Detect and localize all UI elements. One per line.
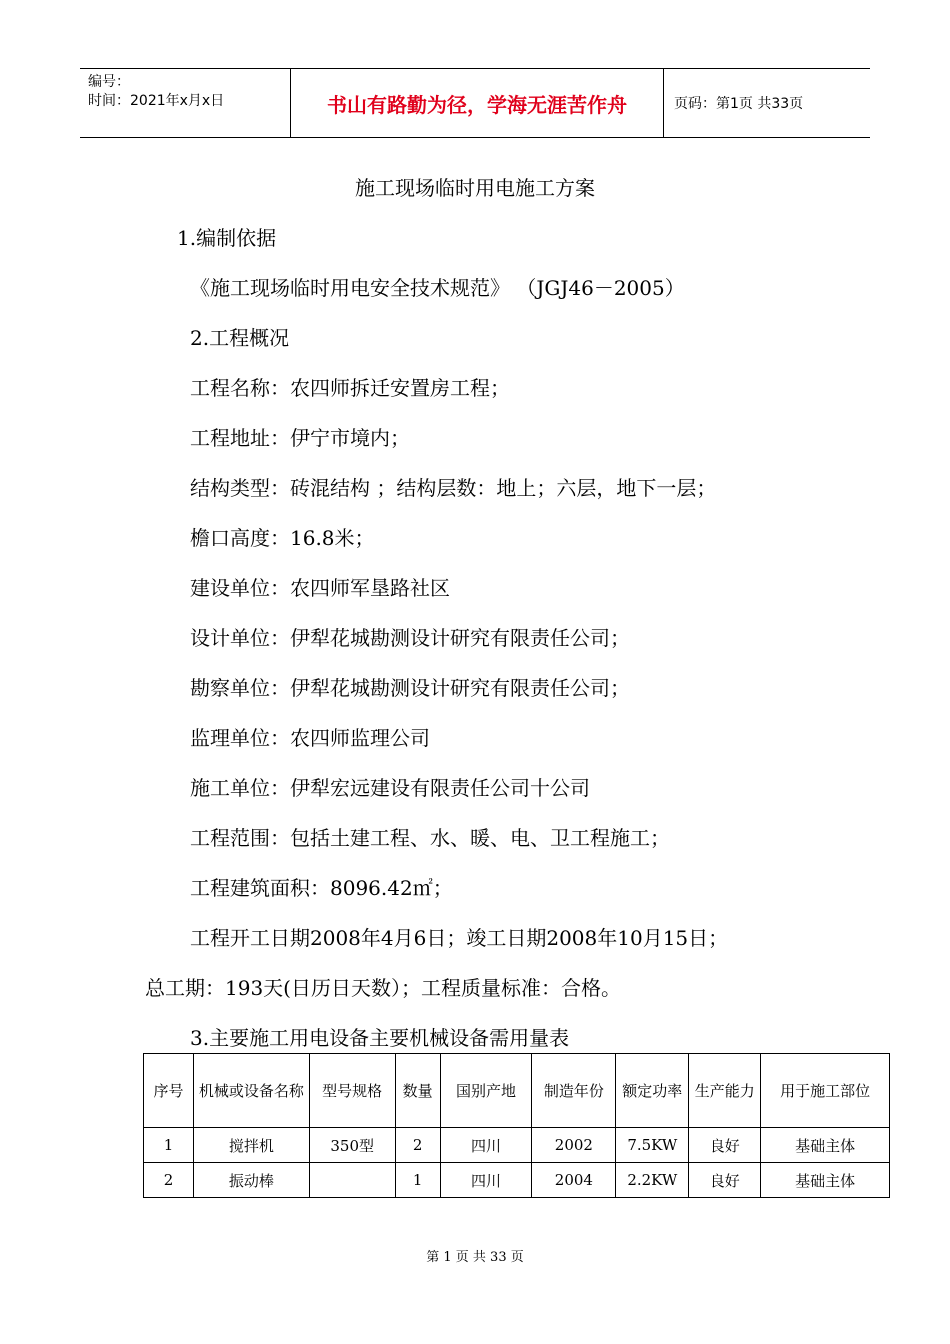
project-address: 工程地址：伊宁市境内； xyxy=(190,426,410,450)
table-cell: 2004 xyxy=(532,1163,616,1198)
table-header-row xyxy=(144,1054,890,1128)
building-area: 工程建筑面积：8096.42㎡； xyxy=(190,876,453,900)
header-cell: 制造年份 xyxy=(532,1054,616,1128)
table-cell: 350型 xyxy=(309,1128,395,1163)
table-cell: 搅拌机 xyxy=(193,1128,309,1163)
survey-unit: 勘察单位：伊犁花城勘测设计研究有限责任公司； xyxy=(190,676,630,700)
section-heading-basis: 1.编制依据 xyxy=(177,226,277,250)
time-label: 时间：2021年x月x日 xyxy=(88,93,225,109)
table-cell: 1 xyxy=(144,1128,194,1163)
project-name: 工程名称：农四师拆迁安置房工程； xyxy=(190,376,510,400)
table-cell: 2 xyxy=(395,1128,440,1163)
header-cell: 数量 xyxy=(395,1054,440,1128)
header-cell: 额定功率 xyxy=(616,1054,689,1128)
project-scope: 工程范围：包括土建工程、水、暖、电、卫工程施工； xyxy=(190,826,670,850)
header-cell: 生产能力 xyxy=(689,1054,761,1128)
section-heading-overview: 2.工程概况 xyxy=(190,326,290,350)
table-cell: 基础主体 xyxy=(761,1128,890,1163)
supervision-unit: 监理单位：农四师监理公司 xyxy=(190,726,430,750)
page-footer: 第 1 页 共 33 页 xyxy=(426,1250,524,1265)
header-page-info: 页码：第1页 共33页 xyxy=(674,96,804,112)
table-cell: 基础主体 xyxy=(761,1163,890,1198)
project-dates: 工程开工日期2008年4月6日；竣工日期2008年10月15日； xyxy=(190,926,729,950)
design-unit: 设计单位：伊犁花城勘测设计研究有限责任公司； xyxy=(190,626,630,650)
table-row xyxy=(144,1163,890,1198)
header-cell: 用于施工部位 xyxy=(761,1054,890,1128)
builder-unit: 施工单位：伊犁宏远建设有限责任公司十公司 xyxy=(190,776,590,800)
document-title: 施工现场临时用电施工方案 xyxy=(355,176,595,200)
table-cell: 良好 xyxy=(689,1163,761,1198)
total-duration: 总工期：193天(日历日天数）；工程质量标准：合格。 xyxy=(145,976,621,1000)
page-header xyxy=(80,68,870,138)
table-cell: 四川 xyxy=(440,1128,532,1163)
standard-reference: 《施工现场临时用电安全技术规范》 （JGJ46－2005） xyxy=(190,276,685,300)
table-cell: 振动棒 xyxy=(193,1163,309,1198)
structure-type: 结构类型：砖混结构 ；结构层数：地上；六层，地下一层； xyxy=(190,476,717,500)
header-cell: 国别产地 xyxy=(440,1054,532,1128)
table-cell: 7.5KW xyxy=(616,1128,689,1163)
equipment-table xyxy=(143,1053,890,1198)
eave-height: 檐口高度：16.8米； xyxy=(190,526,375,550)
number-label: 编号： xyxy=(88,74,130,90)
table-cell: 2002 xyxy=(532,1128,616,1163)
header-cell: 型号规格 xyxy=(309,1054,395,1128)
table-cell: 四川 xyxy=(440,1163,532,1198)
construction-unit: 建设单位：农四师军垦路社区 xyxy=(190,576,450,600)
header-motto: 书山有路勤为径，学海无涯苦作舟 xyxy=(291,69,664,137)
table-cell: 2 xyxy=(144,1163,194,1198)
table-cell xyxy=(309,1163,395,1198)
header-cell: 机械或设备名称 xyxy=(193,1054,309,1128)
table-cell: 1 xyxy=(395,1163,440,1198)
table-row xyxy=(144,1128,890,1163)
table-cell: 良好 xyxy=(689,1128,761,1163)
header-meta xyxy=(80,69,291,137)
section-heading-equipment: 3.主要施工用电设备主要机械设备需用量表 xyxy=(190,1026,570,1050)
table-cell: 2.2KW xyxy=(616,1163,689,1198)
header-cell: 序号 xyxy=(144,1054,194,1128)
